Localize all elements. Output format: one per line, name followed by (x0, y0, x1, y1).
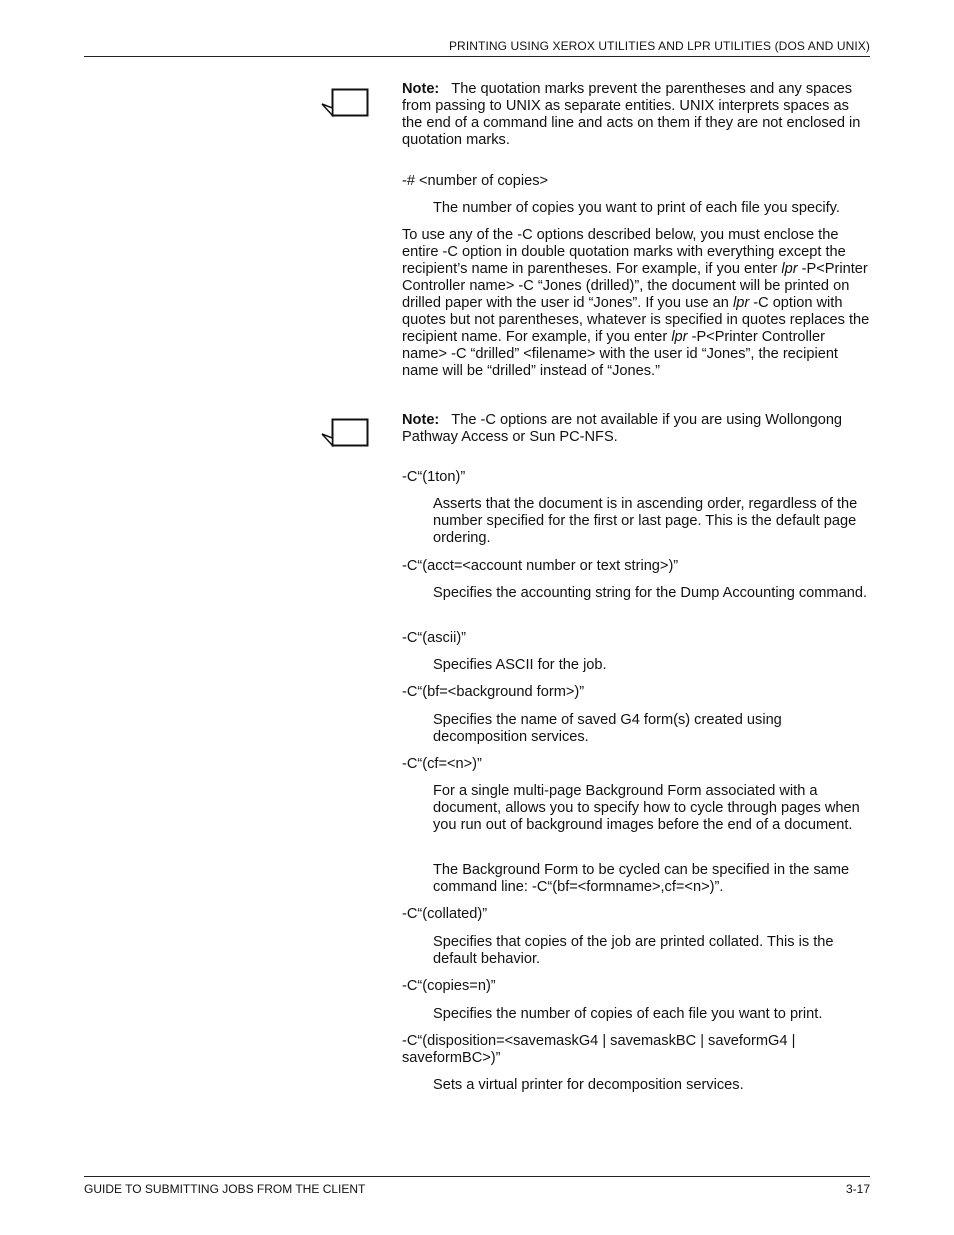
option-desc: Specifies the number of copies of each file you want to print. (433, 1006, 823, 1022)
option-desc: Specifies ASCII for the job. (433, 657, 607, 673)
option-term: -C“(copies=n)” (402, 978, 496, 994)
note-icon (321, 416, 371, 450)
note-label: Note: (402, 412, 440, 428)
option-term: -C“(bf=<background form>)” (402, 684, 585, 700)
footer-title: GUIDE TO SUBMITTING JOBS FROM THE CLIENT (84, 1182, 366, 1196)
option-term: -C“(collated)” (402, 906, 488, 922)
option-desc-copies: The number of copies you want to print of each file you specify. (433, 200, 840, 216)
header-title: PRINTING USING XEROX UTILITIES AND LPR UTILITIES (DOS AND UNIX) (448, 39, 870, 53)
option-desc: Asserts that the document is in ascending order, regardless of the number specified for the first or last page. This is the default page ordering. (433, 496, 858, 546)
note-icon (321, 86, 371, 120)
option-desc: For a single multi-page Background Form associated with a document, allows you to specify how to cycle through pages when you run out of background images before the end of a document. (433, 783, 860, 833)
option-term: -C“(ascii)” (402, 630, 467, 646)
page-number: 3-17 (845, 1182, 870, 1196)
option-term: -C“(1ton)” (402, 469, 466, 485)
option-desc: Specifies the name of saved G4 form(s) created using decomposition services. (433, 712, 782, 745)
note-text: The quotation marks prevent the parentheses and any spaces from passing to UNIX as separate entities. UNIX interprets spaces as the end of a command line and acts on them if they are not enclosed in quotation marks. (402, 81, 861, 148)
option-term: -C“(cf=<n>)” (402, 756, 482, 772)
option-desc: Specifies that copies of the job are printed collated. This is the default behavior. (433, 934, 834, 967)
note-text: The -C options are not available if you are using Wollongong Pathway Access or Sun PC-NFS. (402, 412, 843, 445)
option-term-copies: -# <number of copies> (402, 173, 549, 189)
note-label: Note: (402, 81, 440, 97)
note-2 (402, 412, 870, 446)
option-desc: Specifies the accounting string for the Dump Accounting command. (433, 585, 867, 601)
option-term: -C“(acct=<account number or text string>)” (402, 558, 679, 574)
note-1 (402, 81, 870, 149)
page-footer (84, 1176, 870, 1199)
option-term: -C“(disposition=<savemaskG4 | savemaskBC | saveformG4 | saveformBC>)” (402, 1033, 796, 1066)
option-desc: Sets a virtual printer for decomposition services. (433, 1077, 744, 1093)
c-options-intro: To use any of the -C options described below, you must enclose the entire -C option in double quotation marks with everything except the recipient’s name in parentheses. For example, if you enter lpr -P<Printer Controller name> -C “Jones (drilled)”, the document will be printed on drilled paper with the user id “Jones”. If you use an lpr -C option with quotes but not parentheses, whatever is specified in quotes replaces the recipient name. For example, if you enter lpr -P<Printer Controller name> -C “drilled” <filename> with the user id “Jones”, the recipient name will be “drilled” instead of “Jones.” (402, 227, 870, 379)
option-desc-continued: The Background Form to be cycled can be specified in the same command line: -C“(bf=<formname>,cf=<n>)”. (433, 862, 850, 895)
page-header (84, 38, 870, 57)
